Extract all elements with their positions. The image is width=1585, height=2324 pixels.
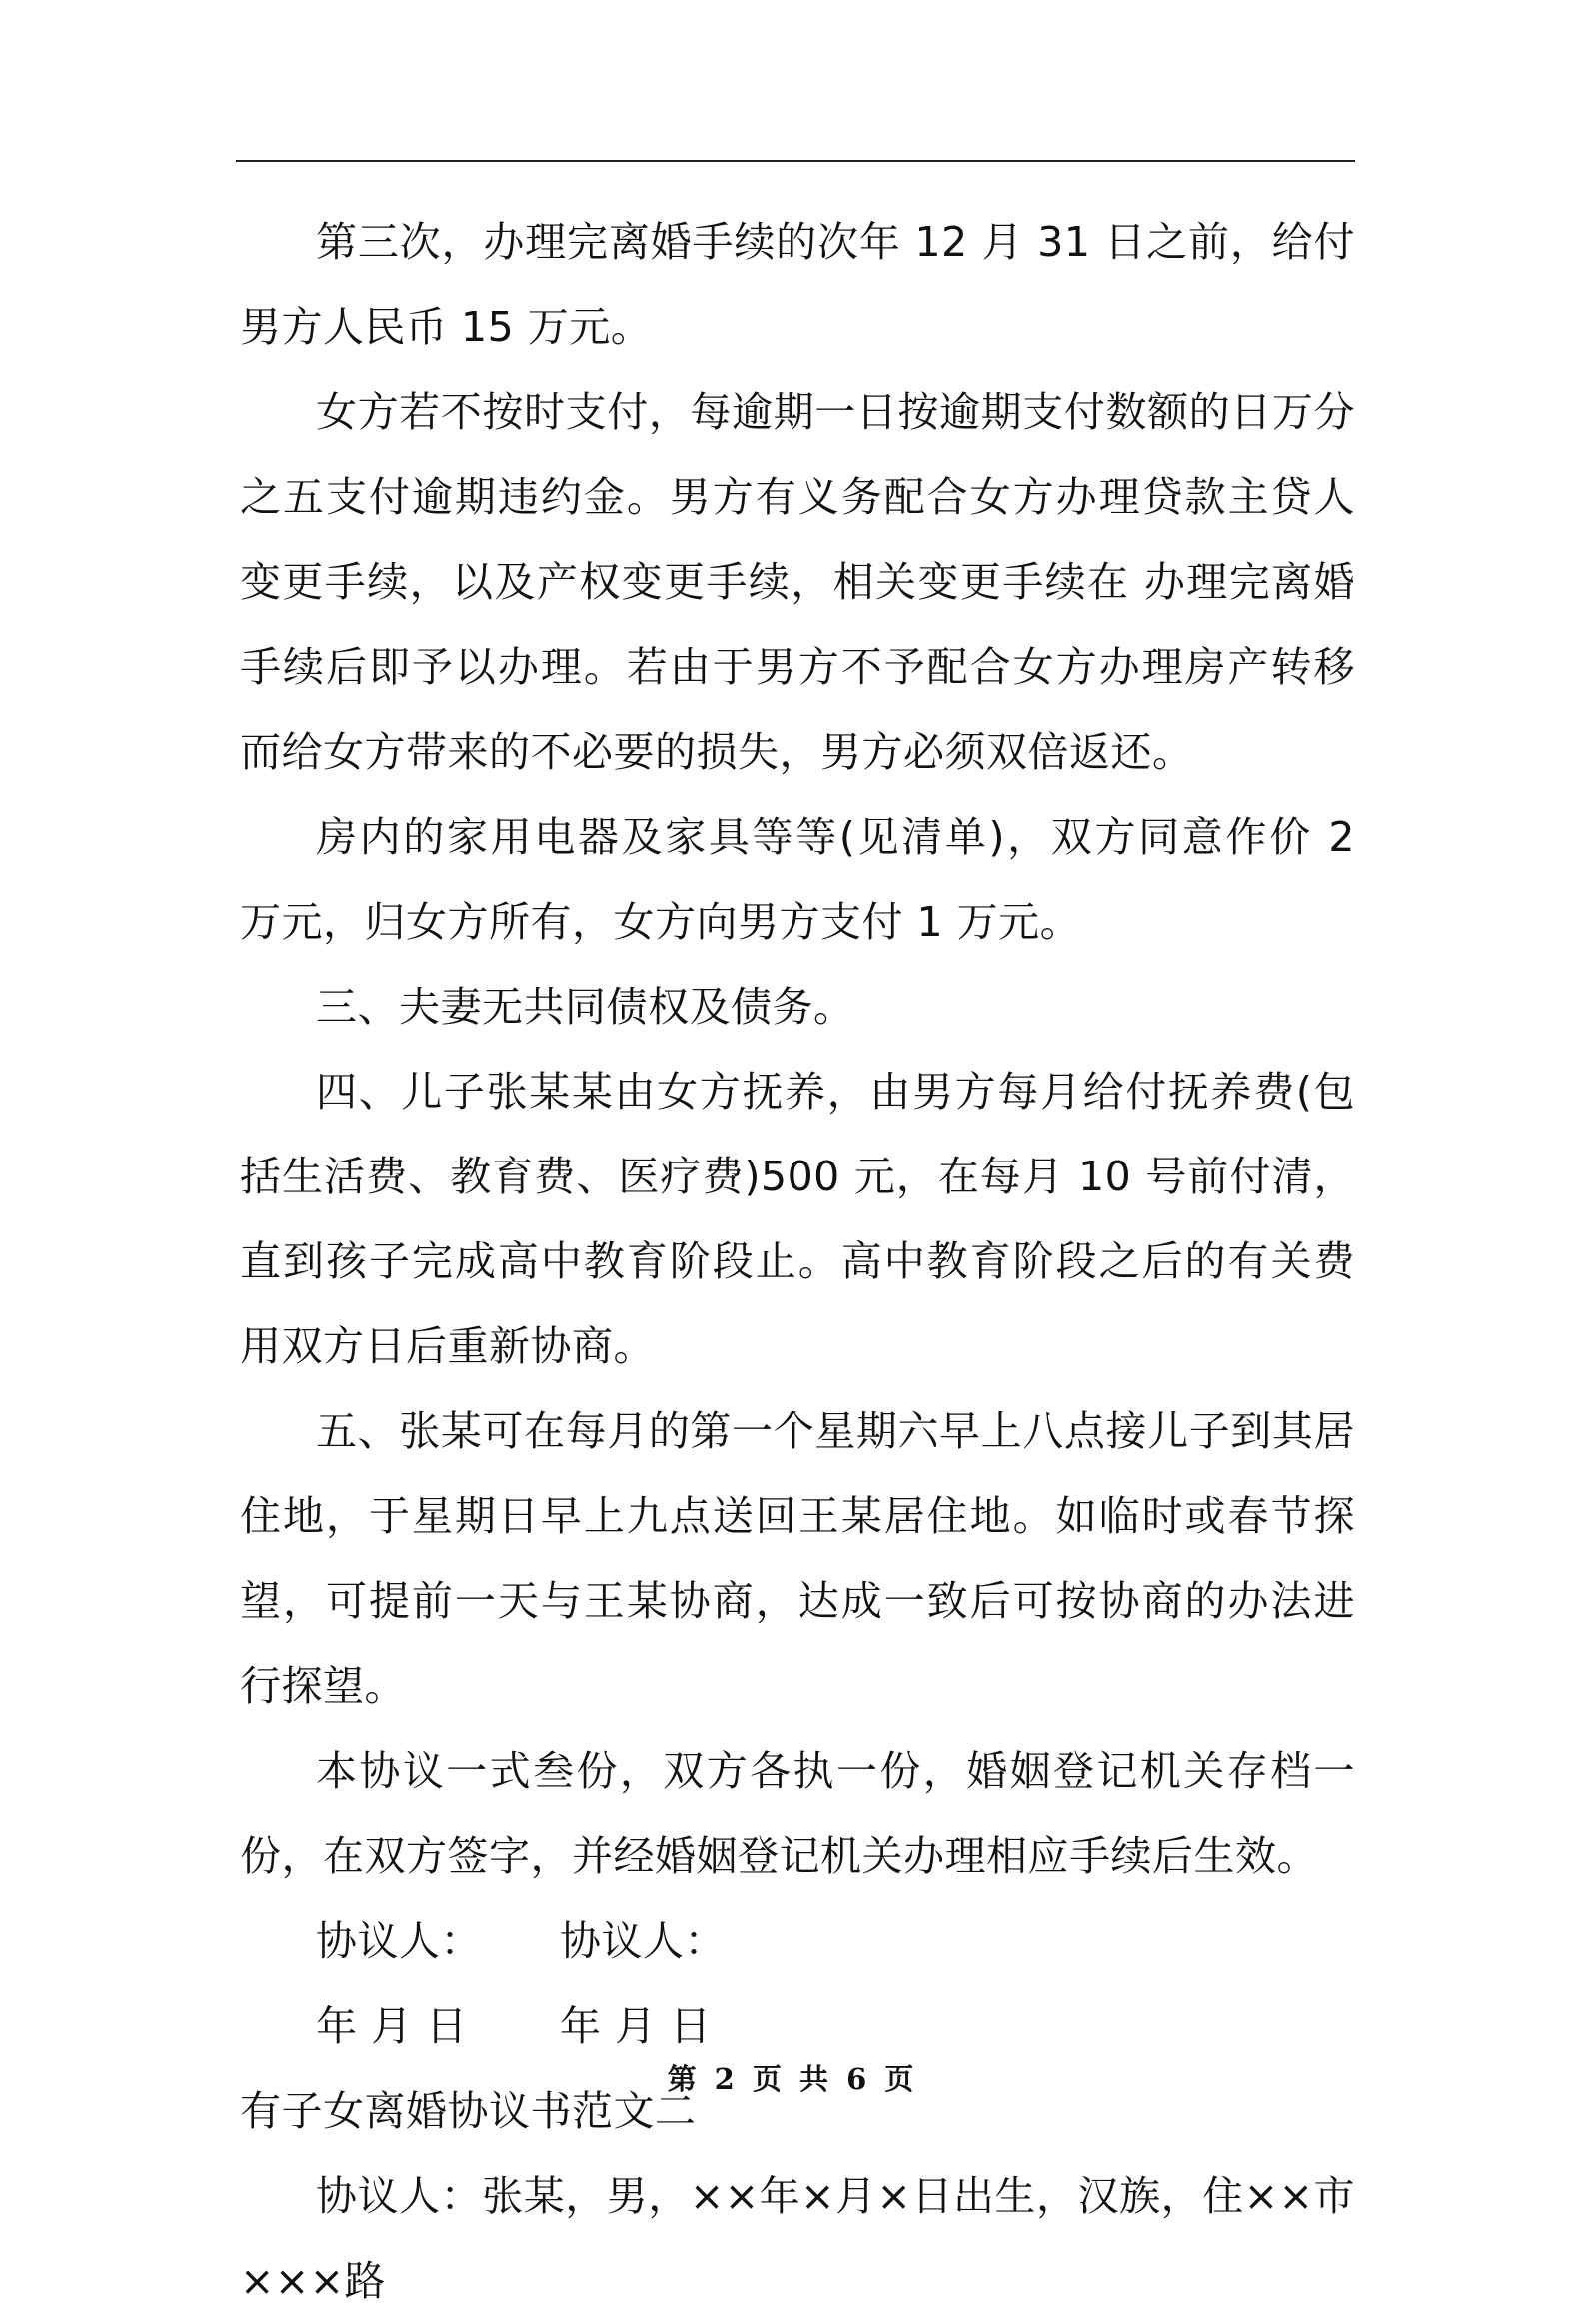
paragraph-party-info: 协议人：张某，男，××年×月×日出生，汉族，住××市×××路 <box>240 2172 1355 2305</box>
paragraph-appliances: 房内的家用电器及家具等等(见清单)，双方同意作价 2 万元，归女方所有，女方向男方支付 1 万元。 <box>240 813 1355 946</box>
header-divider <box>236 160 1355 162</box>
paragraph-late-penalty: 女方若不按时支付，每逾期一日按逾期支付数额的日万分之五支付逾期违约金。男方有义务配合女方办理贷款主贷人变更手续，以及产权变更手续，相关变更手续在 办理完离婚手续后即予以办理。若由于男方不予配合女方办理房产转移而给女方带来的不必要的损失，男方必须双倍返还。 <box>240 388 1355 776</box>
paragraph-clause-5: 五、张某可在每月的第一个星期六早上八点接儿子到其居住地，于星期日早上九点送回王某居住地。如临时或春节探望，可提前一天与王某协商，达成一致后可按协商的办法进行探望。 <box>240 1407 1355 1710</box>
paragraph-third-payment: 第三次，办理完离婚手续的次年 12 月 31 日之前，给付男方人民币 15 万元。 <box>240 218 1355 351</box>
party2-date: 年 月 日 <box>560 2002 712 2050</box>
page-number-footer: 第 2 页 共 6 页 <box>667 2062 918 2096</box>
party2-label: 协议人： <box>560 1917 726 1965</box>
signature-row <box>240 1899 1355 1984</box>
paragraph-copies: 本协议一式叁份，双方各执一份，婚姻登记机关存档一份，在双方签字，并经婚姻登记机关办理相应手续后生效。 <box>240 1747 1355 1880</box>
paragraph-clause-4: 四、儿子张某某由女方抚养，由男方每月给付抚养费(包括生活费、教育费、医疗费)500 元，在每月 10 号前付清，直到孩子完成高中教育阶段止。高中教育阶段之后的有关费用双方日后重新协商。 <box>240 1068 1355 1370</box>
section-title: 有子女离婚协议书范文二 <box>240 2087 697 2135</box>
document-body <box>240 200 1355 2324</box>
paragraph-clause-3: 三、夫妻无共同债权及债务。 <box>316 983 855 1031</box>
party1-label: 协议人： <box>316 1917 482 1965</box>
party1-date: 年 月 日 <box>316 2002 468 2050</box>
